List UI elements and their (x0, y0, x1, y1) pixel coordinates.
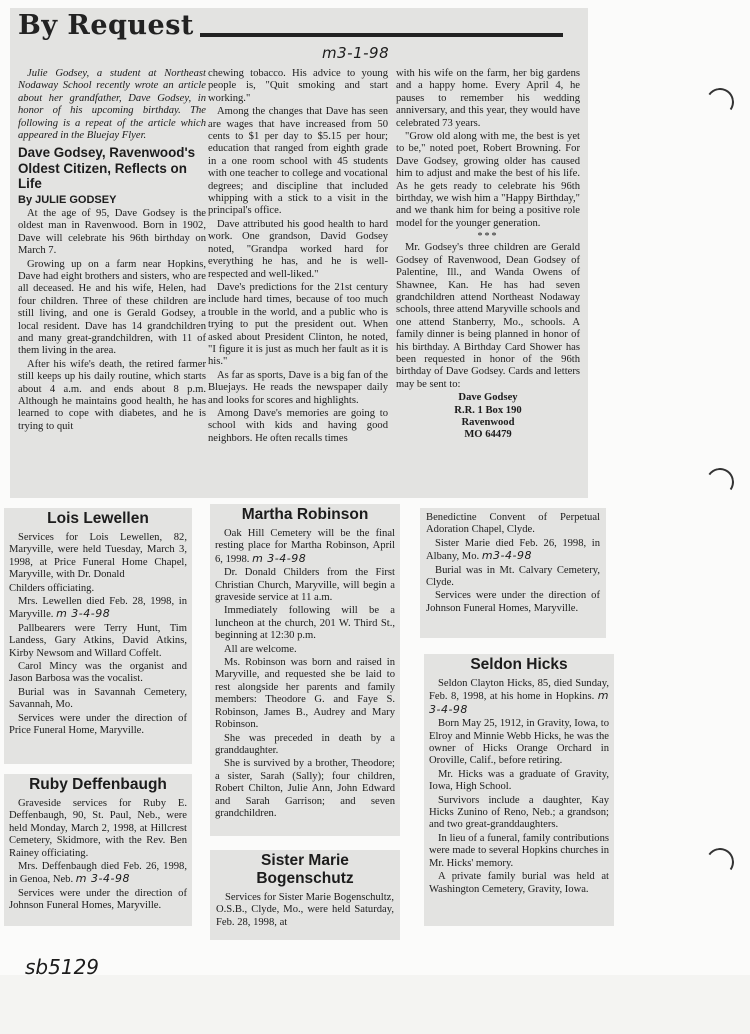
obituary-hicks (424, 654, 614, 926)
article-intro: Julie Godsey, a student at Northeast Nodaway School recently wrote an article about her grandfather, Dave Godsey, in honor of his upcoming birthday. The following is a repeat of the article which appeared in the Bluejay Flyer. (18, 68, 206, 142)
masthead-title: By Request (18, 10, 194, 41)
obituary-paragraph: Mr. Hicks was a graduate of Gravity, Iowa, High School. (429, 768, 609, 793)
article-paragraph: Mr. Godsey's three children are Gerald Godsey of Ravenwood, Dean Godsey of Palentine, Ill., and Wanda Owens of Shawnee, Kan. He has had seven grandchildren attend Northeast Nodaway schools, three attend Maryville schools and one attend Stanberry, Mo., schools. A family dinner is being planned in honor of his birthday. A Birthday Card Shower has been requested in honor of the 96th birthday of Dave Godsey. Cards and letters may be sent to: (396, 242, 580, 390)
obituary-paragraph: Mrs. Deffenbaugh died Feb. 26, 1998, in Genoa, Neb. m 3-4-98 (9, 861, 187, 886)
obituary-paragraph: Services for Sister Marie Bogenschultz, O.S.B., Clyde, Mo., were held Saturday, Feb. 28, 1998, at (216, 892, 394, 928)
article-paragraph: After his wife's death, the retired farmer still keeps up his daily routine, which starts about 4 a.m. and ends about 8 p.m. Although he maintains good health, he has learned to cope with diabetes, and he is trying to quit (18, 358, 206, 432)
address-city: Ravenwood (461, 416, 515, 428)
obituary-paragraph: Pallbearers were Terry Hunt, Tim Landess, Gary Atkins, David Atkins, Kirby Newsom and Willard Coffelt. (9, 622, 187, 659)
article-paragraph: Dave's predictions for the 21st century include hard times, because of too much trouble in the world, and a public who is trying to put the president out. When asked about President Clinton, he noted, "I figure it is just as much her fault as it is his." (208, 281, 388, 368)
obituary-paragraph: Immediately following will be a luncheon at the church, 201 W. Third St., beginning at 12:30 p.m. (215, 605, 395, 642)
handwritten-note: m 3-4-98 (252, 551, 307, 565)
handwritten-note: m 3-4-98 (429, 689, 609, 716)
obituary-paragraph: Dr. Donald Childers from the First Christian Church, Maryville, will begin a graveside service at 11 a.m. (215, 567, 395, 604)
obituary-paragraph: A private family burial was held at Washington Cemetery, Gravity, Iowa. (429, 871, 609, 895)
obituary-paragraph: Oak Hill Cemetery will be the final resting place for Martha Robinson, April 6, 1998. m 3-4-98 (215, 528, 395, 565)
obituary-deffenbaugh (4, 774, 192, 926)
article-column-1 (18, 68, 206, 434)
obituary-bogenschutz-continued (420, 508, 606, 638)
handwritten-note: m 3-4-98 (56, 607, 111, 621)
article-paragraph: Among the changes that Dave has seen are wages that have increased from 50 cents to $1 per day to $5.15 per hour; education that ranged from eighth grade in a one room school with 45 students with one teacher to college and vocational degrees; and discipline that included whipping with a stick to a visit in the principal's office. (208, 106, 388, 217)
obituary-paragraph: In lieu of a funeral, family contributions were made to several Hopkins churches in Mr. Hicks' memory. (429, 832, 609, 869)
article-column-3 (396, 68, 580, 442)
obituary-paragraph: Burial was in Savannah Cemetery, Savannah, Mo. (9, 686, 187, 711)
obituary-lewellen (4, 508, 192, 764)
handwritten-date: m3-1-98 (322, 44, 390, 62)
obituary-title: Ruby Deffenbaugh (29, 776, 167, 793)
article-byline: By JULIE GODSEY (18, 193, 117, 206)
address-name: Dave Godsey (458, 392, 518, 404)
handwritten-note: m3-4-98 (481, 549, 532, 563)
obituary-paragraph: Burial was in Mt. Calvary Cemetery, Clyde. (426, 564, 600, 589)
obituary-robinson (210, 504, 400, 836)
obituary-paragraph: Carol Mincy was the organist and Jason Barbosa was the vocalist. (9, 661, 187, 685)
article-clipping (10, 8, 588, 498)
obituary-paragraph: Sister Marie died Feb. 26, 1998, in Albany, Mo. m3-4-98 (426, 537, 600, 563)
obituary-paragraph: Services were under the direction of Price Funeral Home, Maryville. (9, 712, 187, 737)
article-paragraph: At the age of 95, Dave Godsey is the oldest man in Ravenwood. Born in 1902, Dave will celebrate his 96th birthday on March 7. (18, 207, 206, 257)
obituary-title: Lois Lewellen (47, 510, 149, 527)
obituary-title: Seldon Hicks (470, 656, 568, 673)
obituary-paragraph: Services were under the direction of Johnson Funeral Homes, Maryville. (9, 887, 187, 912)
binder-hole (704, 86, 736, 118)
binder-hole (704, 466, 736, 498)
obituary-paragraph: Born May 25, 1912, in Gravity, Iowa, to Elroy and Minnie Webb Hicks, he was the owner of Hicks Orange Orchard in Oroville, Calif., before retiring. (429, 718, 609, 767)
handwritten-note: m 3-4-98 (75, 872, 130, 886)
article-column-2 (208, 68, 388, 446)
address-line: R.R. 1 Box 190 (454, 404, 522, 416)
obituary-paragraph: Services were under the direction of Johnson Funeral Homes, Maryville. (426, 590, 600, 614)
binder-hole (704, 846, 736, 878)
article-paragraph: "Grow old along with me, the best is yet to be," noted poet, Robert Browning. For Dave Godsey, growing older has caused him to adjust and make the best of his life. As he gets ready to celebrate his 96th birthday, we wish him a "Happy Birthday," and we thank him for being a positive role model for the younger generation. (396, 131, 580, 229)
article-paragraph: Among Dave's memories are going to school with kids and having good neighbors. He often recalls times (208, 407, 388, 444)
obituary-paragraph: Mrs. Lewellen died Feb. 28, 1998, in Maryville. m 3-4-98 (9, 596, 187, 621)
article-paragraph: chewing tobacco. His advice to young people is, "Quit smoking and start working." (208, 68, 388, 104)
obituary-paragraph: Ms. Robinson was born and raised in Maryville, and requested she be laid to rest alongside her parents and family members: Theodore G. and Faye S. Robinson, James B., Audrey and Mary Robinson. (215, 657, 395, 731)
obituary-paragraph: All are welcome. (224, 643, 297, 655)
obituary-paragraph: Graveside services for Ruby E. Deffenbaugh, 90, St. Paul, Neb., were held Monday, March 2, 1998, at Hillcrest Cemetery, Skidmore, with the Rev. Ben Rainey officiating. (9, 798, 187, 859)
obituary-paragraph: Seldon Clayton Hicks, 85, died Sunday, Feb. 8, 1998, at his home in Hopkins. m 3-4-98 (429, 678, 609, 716)
address-state-zip: MO 64479 (464, 429, 512, 441)
obituary-title: Sister Marie Bogenschutz (256, 852, 354, 887)
article-paragraph: with his wife on the farm, her big gardens and a happy home. Every April 4, he pauses to remember his wedding anniversary, and this year, they would have celebrated 73 years. (396, 68, 580, 129)
article-headline: Dave Godsey, Ravenwood's Oldest Citizen, Reflects on Life (18, 145, 196, 192)
article-paragraph: Growing up on a farm near Hopkins, Dave had eight brothers and sisters, who are all deceased. He and his wife, Helen, had four children. Three of these children are still living, and one is Gerald Godsey, a local resident. Dave has 14 grandchildren and many great-grandchildren, with 11 of them living in the area. (18, 258, 206, 357)
section-separator: *** (477, 231, 499, 243)
obituary-paragraph: Childers officiating. (9, 582, 95, 594)
obituary-paragraph: She was preceded in death by a granddaughter. (215, 732, 395, 756)
article-paragraph: As far as sports, Dave is a big fan of the Bluejays. He reads the newspaper daily and looks for scores and highlights. (208, 369, 388, 406)
obituary-paragraph: Services for Lois Lewellen, 82, Maryville, were held Tuesday, March 3, 1998, at Price Funeral Home Chapel, Maryville, with Dr. Donald (9, 532, 187, 581)
catalog-code: sb5129 (25, 955, 100, 979)
masthead-rule (200, 33, 563, 37)
obituary-paragraph: Benedictine Convent of Perpetual Adoration Chapel, Clyde. (426, 512, 600, 536)
obituary-paragraph: Survivors include a daughter, Kay Hicks Zunino of Reno, Neb.; a grandson; and two great-granddaughters. (429, 794, 609, 831)
obituary-title: Martha Robinson (241, 506, 369, 523)
article-paragraph: Dave attributed his good health to hard work. One grandson, David Godsey noted, "Grandpa worked hard for everything he has, and he is well-respected and well-liked." (208, 218, 388, 280)
obituary-paragraph: She is survived by a brother, Theodore; a sister, Sarah (Sally); four children, Robert Chilton, Julie Ann, John Edward and Sarah Garrison; and seven grandchildren. (215, 758, 395, 819)
obituary-bogenschutz (210, 850, 400, 940)
